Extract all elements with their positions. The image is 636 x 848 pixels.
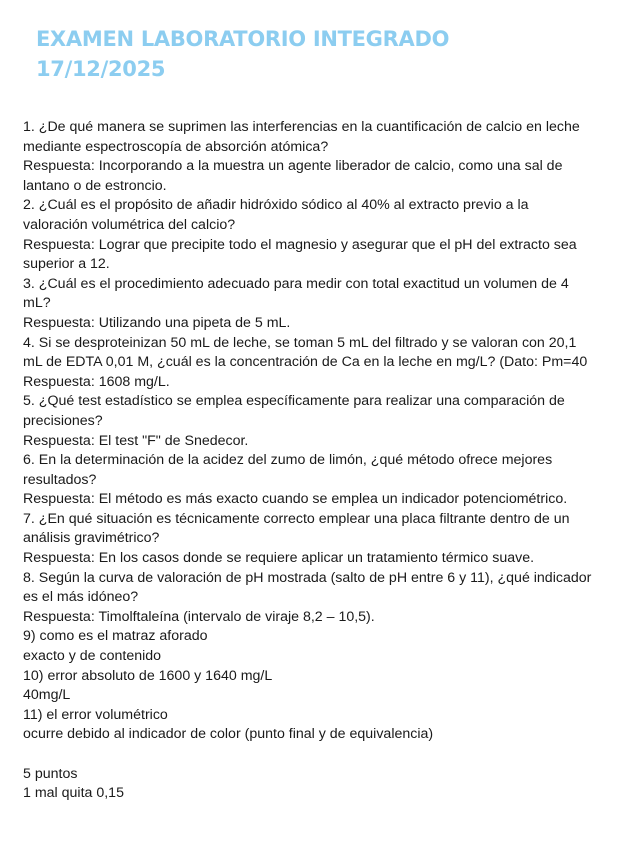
- text-line: Respuesta: Lograr que precipite todo el magnesio y asegurar que el pH del extracto sea: [23, 236, 577, 253]
- text-line: exacto y de contenido: [23, 648, 162, 665]
- text-line: 9) como es el matraz aforado: [23, 628, 208, 645]
- text-line: 40mg/L: [23, 687, 71, 704]
- text-line: Respuesta: El test "F" de Snedecor.: [23, 432, 249, 449]
- text-line: mediante espectroscopía de absorción atómica?: [23, 138, 329, 155]
- text-line: análisis gravimétrico?: [23, 530, 160, 547]
- text-line: ocurre debido al indicador de color (punto final y de equivalencia): [23, 726, 434, 743]
- text-line: 8. Según la curva de valoración de pH mostrada (salto de pH entre 6 y 11), ¿qué indicador: [23, 569, 592, 586]
- text-line: Respuesta: Timolftaleína (intervalo de viraje 8,2 – 10,5).: [23, 608, 375, 625]
- text-line: lantano o de estroncio.: [23, 177, 167, 194]
- blank-line: [23, 745, 619, 765]
- text-line: Respuesta: 1608 mg/L.: [23, 373, 170, 390]
- document-date: 17/12/2025: [36, 57, 166, 81]
- text-line: Respuesta: Utilizando una pipeta de 5 mL.: [23, 314, 291, 331]
- text-line: mL?: [23, 295, 51, 312]
- text-line: mL de EDTA 0,01 M, ¿cuál es la concentración de Ca en la leche en mg/L? (Dato: Pm=40: [23, 354, 588, 371]
- text-line: Respuesta: Incorporando a la muestra un agente liberador de calcio, como una sal de: [23, 158, 563, 175]
- text-line: 5 puntos: [23, 765, 78, 782]
- text-line: valoración volumétrica del calcio?: [23, 216, 236, 233]
- text-line: 1 mal quita 0,15: [23, 785, 124, 802]
- text-line: 2. ¿Cuál es el propósito de añadir hidróxido sódico al 40% al extracto previo a la: [23, 197, 529, 214]
- document-body: [23, 118, 619, 804]
- document-title: EXAMEN LABORATORIO INTEGRADO: [36, 27, 450, 51]
- text-line: 5. ¿Qué test estadístico se emplea específicamente para realizar una comparación de: [23, 393, 565, 410]
- text-line: 6. En la determinación de la acidez del zumo de limón, ¿qué método ofrece mejores: [23, 452, 553, 469]
- document-header: [36, 24, 449, 84]
- text-line: precisiones?: [23, 412, 103, 429]
- text-line: Respuesta: En los casos donde se requiere aplicar un tratamiento térmico suave.: [23, 550, 535, 567]
- text-line: Respuesta: El método es más exacto cuando se emplea un indicador potenciométrico.: [23, 491, 568, 508]
- text-line: 1. ¿De qué manera se suprimen las interferencias en la cuantificación de calcio en leche: [23, 119, 580, 135]
- text-line: es el más idóneo?: [23, 589, 139, 606]
- text-line: 10) error absoluto de 1600 y 1640 mg/L: [23, 667, 273, 684]
- text-line: 7. ¿En qué situación es técnicamente correcto emplear una placa filtrante dentro de un: [23, 510, 570, 527]
- text-line: resultados?: [23, 471, 97, 488]
- text-line: superior a 12.: [23, 256, 110, 273]
- text-line: 4. Si se desproteinizan 50 mL de leche, se toman 5 mL del filtrado y se valoran con 20,1: [23, 334, 577, 351]
- text-line: 3. ¿Cuál es el procedimiento adecuado para medir con total exactitud un volumen de 4: [23, 275, 569, 292]
- text-line: 11) el error volumétrico: [23, 706, 168, 723]
